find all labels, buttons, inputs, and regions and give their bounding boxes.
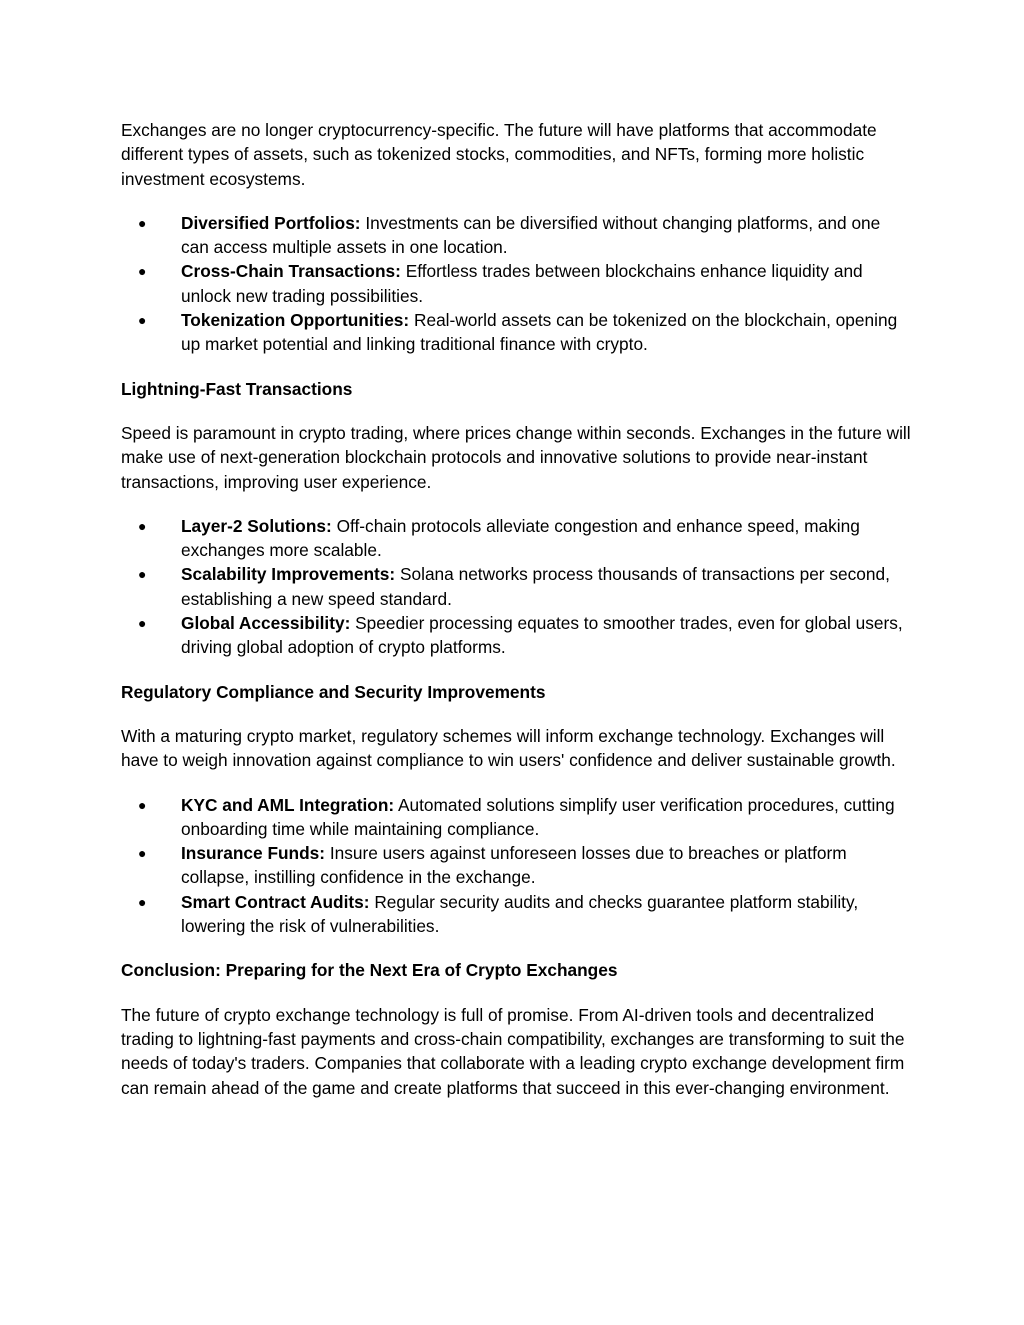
bullet-icon: ● — [138, 615, 147, 632]
list-item — [121, 514, 911, 563]
bullet-text: Speedier processing equates to smoother trades, even for global users, driving global adoption of crypto platforms. — [181, 613, 903, 658]
bullet-term: Cross-Chain Transactions: — [181, 261, 401, 282]
bullet-term: Global Accessibility: — [181, 613, 351, 634]
bullet-icon: ● — [138, 796, 147, 813]
bullet-text: Solana networks process thousands of transactions per second, establishing a new speed standard. — [181, 564, 890, 609]
bullet-term: Layer-2 Solutions: — [181, 515, 332, 536]
paragraph-compliance: With a maturing crypto market, regulatory schemes will inform exchange technology. Exchanges will have to weigh innovation against compliance to win users' confidence and deliver sustainable growth. — [121, 725, 896, 771]
bullet-icon: ● — [138, 566, 147, 583]
bullet-text: Regular security audits and checks guarantee platform stability, lowering the risk of vulnerabilities. — [181, 891, 859, 937]
list-item — [121, 562, 911, 611]
section-heading-conclusion: Conclusion: Preparing for the Next Era of Crypto Exchanges — [121, 960, 618, 981]
bullet-term: Insurance Funds: — [181, 843, 326, 864]
list-item — [121, 259, 911, 308]
paragraph-conclusion: The future of crypto exchange technology is full of promise. From AI-driven tools and decentralized trading to lightning-fast payments and cross-chain compatibility, exchanges are transforming to suit the needs of today's traders. Companies that collaborate with a leading crypto exchange development firm can remain ahead of the game and create platforms that succeed in this ever-changing environment. — [121, 1004, 905, 1098]
bullet-term: Scalability Improvements: — [181, 564, 396, 585]
list-item — [121, 211, 911, 260]
list-item — [121, 890, 911, 939]
list-item — [121, 793, 911, 842]
bullet-icon: ● — [138, 893, 147, 910]
list-item — [121, 611, 911, 660]
bullet-icon: ● — [138, 312, 147, 329]
bullet-list-asset-diversity — [121, 211, 911, 357]
bullet-term: Smart Contract Audits: — [181, 891, 370, 912]
bullet-term: Diversified Portfolios: — [181, 212, 361, 233]
bullet-text: Insure users against unforeseen losses due to breaches or platform collapse, instilling confidence in the exchange. — [181, 843, 847, 888]
document-page — [121, 118, 911, 1120]
section-heading-compliance: Regulatory Compliance and Security Improvements — [121, 681, 546, 702]
bullet-list-compliance — [121, 793, 911, 939]
bullet-icon: ● — [138, 214, 147, 231]
bullet-icon: ● — [138, 263, 147, 280]
paragraph-transactions: Speed is paramount in crypto trading, where prices change within seconds. Exchanges in the future will make use of next-generation blockchain protocols and innovative solutions to provide near-instant transactions, improving user experience. — [121, 422, 911, 492]
list-item — [121, 308, 911, 357]
bullet-text: Off-chain protocols alleviate congestion and enhance speed, making exchanges more scalable. — [181, 515, 860, 561]
section-heading-transactions: Lightning-Fast Transactions — [121, 378, 353, 399]
bullet-text: Effortless trades between blockchains enhance liquidity and unlock new trading possibilities. — [181, 261, 863, 306]
bullet-term: KYC and AML Integration: — [181, 794, 395, 815]
bullet-icon: ● — [138, 845, 147, 862]
bullet-text: Automated solutions simplify user verification procedures, cutting onboarding time while maintaining compliance. — [181, 794, 895, 839]
list-item — [121, 841, 911, 890]
bullet-term: Tokenization Opportunities: — [181, 310, 410, 331]
paragraph-asset-diversity: Exchanges are no longer cryptocurrency-specific. The future will have platforms that accommodate different types of assets, such as tokenized stocks, commodities, and NFTs, forming more holistic investment ecosystems. — [121, 120, 877, 189]
bullet-text: Investments can be diversified without changing platforms, and one can access multiple assets in one location. — [181, 212, 881, 258]
bullet-icon: ● — [138, 517, 147, 534]
bullet-text: Real-world assets can be tokenized on the blockchain, opening up market potential and linking traditional finance with crypto. — [181, 310, 898, 355]
bullet-list-transactions — [121, 514, 911, 660]
